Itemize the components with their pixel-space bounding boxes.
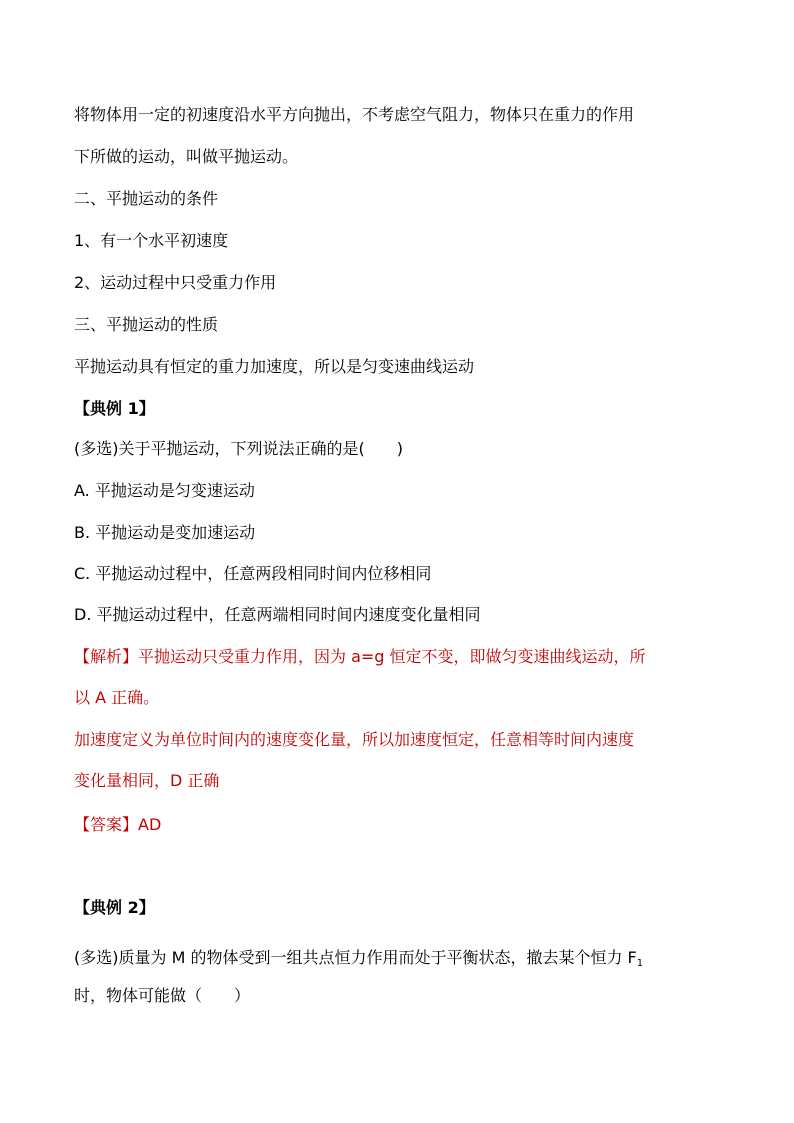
analysis-line-1: 【解析】平抛运动只受重力作用，因为 a=g 恒定不变，即做匀变速曲线运动，所: [74, 647, 646, 666]
analysis-line-3: 加速度定义为单位时间内的速度变化量，所以加速度恒定，任意相等时间内速度: [74, 730, 635, 749]
analysis-line-2: 以 A 正确。: [74, 688, 160, 707]
example-1-title: 【典例 1】: [74, 399, 155, 418]
example-2-question-line-1: [74, 947, 643, 975]
example-2-question-text: (多选)质量为 M 的物体受到一组共点恒力作用而处于平衡状态，撤去某个恒力 F: [74, 948, 637, 967]
answer-label: 【答案】: [74, 815, 139, 834]
example-2-question-line-2: 时，物体可能做（ ）: [74, 986, 251, 1005]
condition-1: 1、有一个水平初速度: [74, 231, 229, 250]
intro-line-1: 将物体用一定的初速度沿水平方向抛出，不考虑空气阻力，物体只在重力的作用: [74, 105, 635, 124]
example-1-question: (多选)关于平抛运动，下列说法正确的是( ): [74, 439, 403, 458]
force-subscript: 1: [636, 958, 644, 969]
option-c: C. 平抛运动过程中，任意两段相同时间内位移相同: [74, 564, 432, 583]
answer-value: AD: [138, 815, 162, 834]
analysis-line-4: 变化量相同，D 正确: [74, 771, 220, 790]
example-2-title: 【典例 2】: [74, 898, 155, 917]
answer-line: [74, 814, 161, 836]
intro-line-2: 下所做的运动，叫做平抛运动。: [74, 147, 299, 166]
option-a: A. 平抛运动是匀变速运动: [74, 481, 255, 500]
section-2-heading: 二、平抛运动的条件: [74, 189, 219, 208]
property-text: 平抛运动具有恒定的重力加速度，所以是匀变速曲线运动: [74, 357, 475, 376]
option-b: B. 平抛运动是变加速运动: [74, 523, 256, 542]
option-d: D. 平抛运动过程中，任意两端相同时间内速度变化量相同: [74, 605, 481, 624]
section-3-heading: 三、平抛运动的性质: [74, 315, 219, 334]
condition-2: 2、运动过程中只受重力作用: [74, 273, 277, 292]
